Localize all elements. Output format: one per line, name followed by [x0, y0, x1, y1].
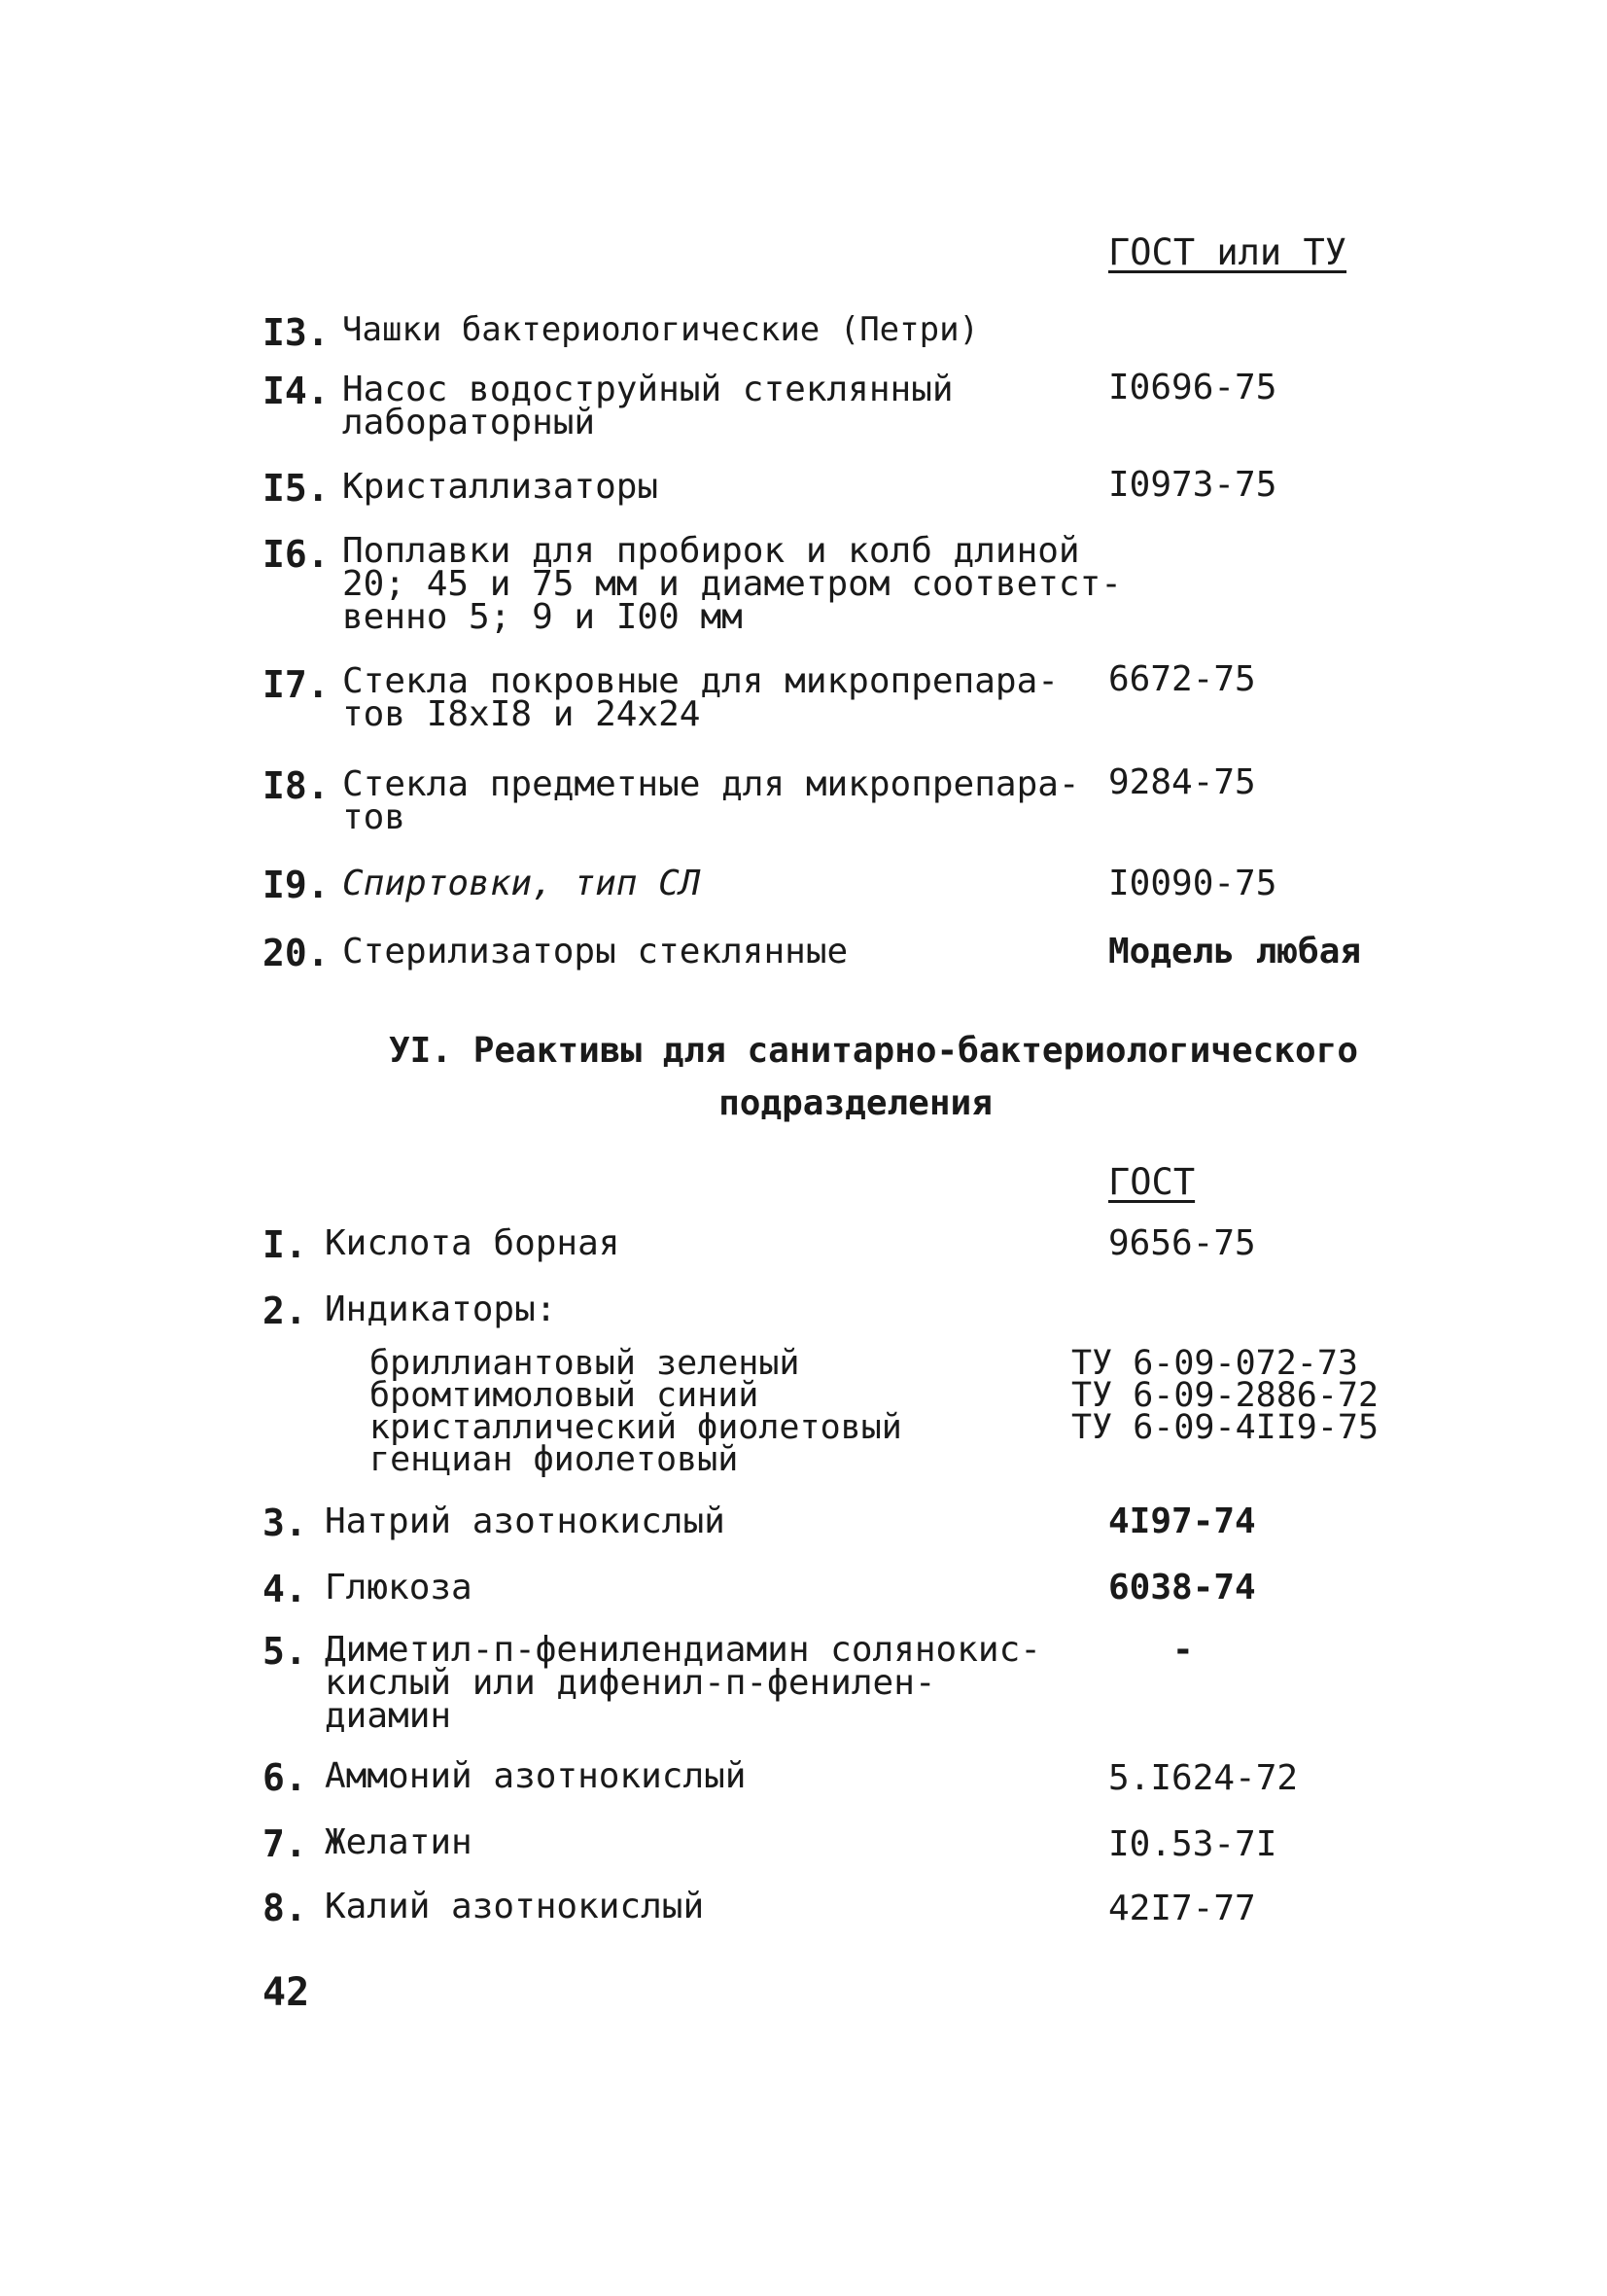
- column-header-gost: ГОСТ: [1108, 1161, 1196, 1203]
- item-number: 6.: [262, 1756, 307, 1799]
- item-gost-code: I0.53-7I: [1108, 1824, 1277, 1864]
- item-text: Глюкоза: [325, 1568, 472, 1607]
- item-number: I4.: [262, 370, 330, 412]
- indicator-name: кристаллический фиолетовый: [369, 1408, 902, 1447]
- item-gost-code: Модель любая: [1108, 932, 1362, 971]
- item-text: Кристаллизаторы: [342, 467, 659, 507]
- item-number: I3.: [262, 311, 330, 354]
- item-number: 7.: [262, 1822, 307, 1865]
- item-text: Поплавки для пробирок и колб длиной 20; 45 и 75 мм и диаметром соответст- венно 5; 9 и I00 мм: [342, 531, 1122, 637]
- item-number: I8.: [262, 764, 330, 807]
- item-text: Стекла предметные для микропрепара- тов: [342, 764, 1080, 837]
- page-number: 42: [262, 1970, 310, 2015]
- item-number: 8.: [262, 1887, 307, 1929]
- item-text: Калий азотнокислый: [325, 1887, 705, 1926]
- item-text: Кислота борная: [325, 1223, 620, 1263]
- item-number: 2.: [262, 1289, 307, 1332]
- item-gost-code: I0973-75: [1108, 465, 1277, 505]
- item-gost-code: -: [1172, 1630, 1194, 1670]
- indicator-name: бриллиантовый зеленый: [369, 1344, 800, 1383]
- item-number: 20.: [262, 932, 330, 974]
- item-text: Аммоний азотнокислый: [325, 1756, 747, 1796]
- item-text: Насос водоструйный стеклянный лабораторный: [342, 370, 954, 442]
- item-text: Индикаторы:: [325, 1289, 557, 1329]
- indicator-code: ТУ 6-09-072-73: [1071, 1344, 1359, 1383]
- item-text: Спиртовки, тип СЛ: [342, 864, 701, 903]
- item-text: Желатин: [325, 1822, 472, 1862]
- item-number: I6.: [262, 533, 330, 576]
- indicator-name: генциан фиолетовый: [369, 1440, 739, 1479]
- item-gost-code: 6672-75: [1108, 659, 1256, 699]
- item-number: 4.: [262, 1568, 307, 1610]
- item-gost-code: 9284-75: [1108, 762, 1256, 802]
- item-number: 3.: [262, 1501, 307, 1544]
- item-text: Стекла покровные для микропрепара- тов I8xI8 и 24x24: [342, 661, 1059, 734]
- item-number: I.: [262, 1223, 307, 1266]
- item-gost-code: 6038-74: [1108, 1568, 1256, 1607]
- item-gost-code: 5.I624-72: [1108, 1758, 1299, 1798]
- item-gost-code: I0696-75: [1108, 368, 1277, 407]
- item-gost-code: 42I7-77: [1108, 1889, 1256, 1928]
- item-number: 5.: [262, 1630, 307, 1673]
- section-title-line2: подразделения: [718, 1083, 993, 1123]
- item-number: I7.: [262, 663, 330, 706]
- column-header-gost-tu: ГОСТ или ТУ: [1108, 231, 1347, 273]
- item-gost-code: I0090-75: [1108, 864, 1277, 903]
- item-number: I9.: [262, 864, 330, 906]
- indicator-name: бромтимоловый синий: [369, 1376, 759, 1415]
- item-text: Диметил-п-фенилендиамин солянокис- кислый или дифенил-п-фенилен- диамин: [325, 1630, 1041, 1736]
- section-title: УI. Реактивы для санитарно-бактериологического: [389, 1031, 1358, 1071]
- item-number: I5.: [262, 467, 330, 510]
- item-text: Натрий азотнокислый: [325, 1501, 725, 1541]
- indicator-code: ТУ 6-09-2886-72: [1071, 1376, 1380, 1415]
- item-gost-code: 4I97-74: [1108, 1501, 1256, 1541]
- indicator-code: ТУ 6-09-4II9-75: [1071, 1408, 1380, 1447]
- item-text: Чашки бактериологические (Петри): [342, 310, 980, 349]
- item-text: Стерилизаторы стеклянные: [342, 932, 849, 971]
- item-gost-code: 9656-75: [1108, 1223, 1256, 1263]
